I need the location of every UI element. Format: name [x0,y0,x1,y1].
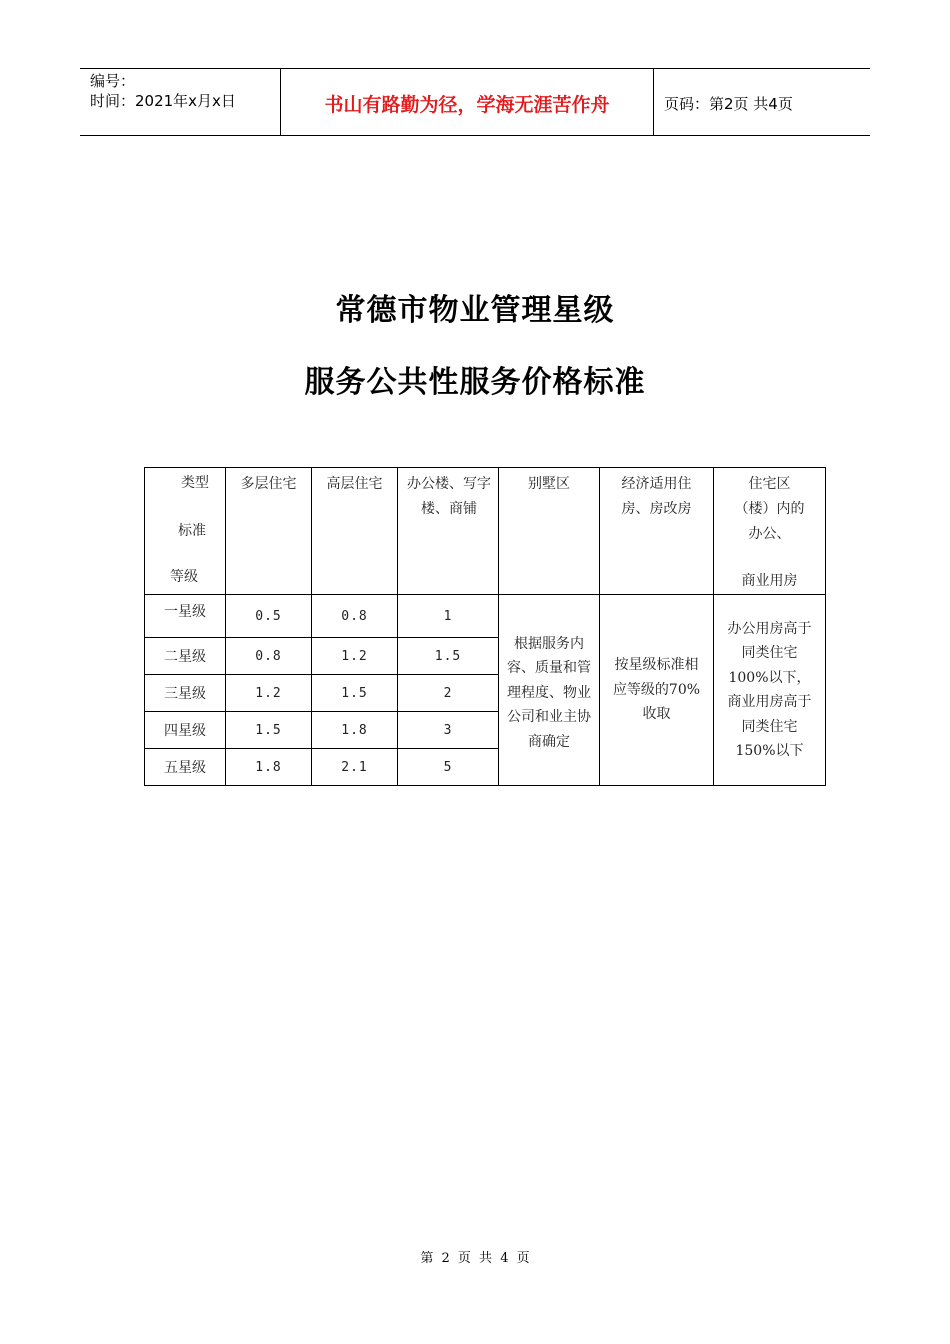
column-header-line: （楼）内的 [734,501,805,517]
column-header-multi-storey: 多层住宅 [226,468,312,595]
corner-type-label: 类型 [181,475,209,491]
column-header-line: 住宅区 [748,476,791,492]
level-cell: 四星级 [145,712,226,749]
high-rise-price: 1.2 [312,638,398,675]
column-header-line: 商业用房 [741,573,798,589]
high-rise-price: 1.8 [312,712,398,749]
multi-storey-price: 1.2 [226,675,312,712]
header-info [80,69,281,135]
column-header-office: 办公楼、写字楼、商铺 [398,468,499,595]
price-standard-table [144,467,826,786]
column-header-economic-housing: 经济适用住房、房改房 [600,468,714,595]
corner-grade-label: 等级 [170,569,198,585]
level-cell: 一星级 [145,595,226,638]
office-price: 3 [398,712,499,749]
level-cell: 三星级 [145,675,226,712]
high-rise-price: 0.8 [312,595,398,638]
office-price: 1 [398,595,499,638]
page-header [80,68,870,136]
corner-standard-label: 标准 [178,523,206,539]
document-title-line1: 常德市物业管理星级 [335,293,615,328]
column-header-residential-commercial [714,468,826,595]
corner-header-cell [145,468,226,595]
document-title-line2: 服务公共性服务价格标准 [304,365,646,400]
column-header-line: 办公、 [748,526,791,542]
high-rise-price: 2.1 [312,749,398,786]
office-price: 2 [398,675,499,712]
number-label: 编号： [90,72,136,90]
residential-commercial-note: 办公用房高于同类住宅100%以下，商业用房高于同类住宅150%以下 [714,595,826,786]
time-label: 时间：2021年x月x日 [90,92,236,110]
header-motto: 书山有路勤为径，学海无涯苦作舟 [281,69,654,135]
multi-storey-price: 0.5 [226,595,312,638]
office-price: 1.5 [398,638,499,675]
page-footer: 第 2 页 共 4 页 [420,1251,530,1266]
economic-housing-note: 按星级标准相应等级的70%收取 [600,595,714,786]
high-rise-price: 1.5 [312,675,398,712]
level-cell: 二星级 [145,638,226,675]
multi-storey-price: 1.5 [226,712,312,749]
header-page-label: 页码：第2页 共4页 [664,94,793,113]
level-cell: 五星级 [145,749,226,786]
column-header-villa: 别墅区 [499,468,600,595]
multi-storey-price: 1.8 [226,749,312,786]
column-header-high-rise: 高层住宅 [312,468,398,595]
office-price: 5 [398,749,499,786]
multi-storey-price: 0.8 [226,638,312,675]
villa-note: 根据服务内容、质量和管理程度、物业公司和业主协商确定 [499,595,600,786]
table-row [145,595,826,638]
table-header-row [145,468,826,595]
